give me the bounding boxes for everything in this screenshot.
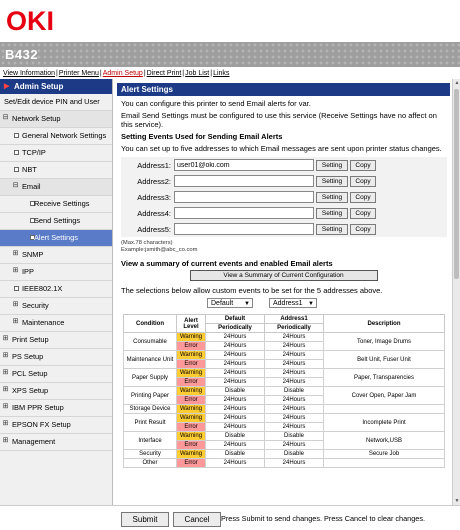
nav-separator: |	[56, 70, 58, 77]
address1-period-cell[interactable]: 24Hours	[265, 459, 324, 468]
scrollbar[interactable]	[452, 79, 460, 505]
default-period-cell: 24Hours	[206, 396, 265, 405]
top-navigation	[3, 70, 229, 77]
address1-period-cell[interactable]: 24Hours	[265, 342, 324, 351]
sidebar-item-ipp[interactable]	[0, 264, 112, 281]
address-3-copy-button[interactable]: Copy	[350, 192, 376, 203]
bullet-box-icon	[14, 150, 19, 155]
sidebar-item-label: Set/Edit device PIN and User	[4, 97, 100, 106]
default-period-cell: 24Hours	[206, 459, 265, 468]
address-2-setting-button[interactable]: Setting	[316, 176, 348, 187]
address1-period-cell[interactable]: Disable	[265, 432, 324, 441]
default-select[interactable]: Default ▼	[207, 298, 253, 308]
expand-icon[interactable]: ⊞	[12, 250, 19, 257]
sidebar-item-xps-setup[interactable]	[0, 383, 112, 400]
intro-note: Email Send Settings must be configured to use this service (Receive Settings have no affect on this service).	[121, 111, 437, 129]
alert-level-cell: Error	[177, 360, 206, 369]
selections-note: The selections below allow custom events to be set for the 5 addresses above.	[121, 286, 383, 295]
address1-period-cell[interactable]: 24Hours	[265, 333, 324, 342]
default-period-cell: 24Hours	[206, 423, 265, 432]
sidebar-item-alert-settings[interactable]	[0, 230, 112, 247]
sidebar-item-label: Management	[12, 437, 56, 446]
model-banner	[0, 42, 460, 67]
collapse-icon[interactable]: ⊟	[2, 114, 9, 121]
address-row	[121, 173, 447, 189]
expand-icon[interactable]: ⊞	[12, 318, 19, 325]
default-period-cell: 24Hours	[206, 360, 265, 369]
expand-icon[interactable]: ⊞	[2, 335, 9, 342]
table-row	[124, 459, 445, 468]
address-2-copy-button[interactable]: Copy	[350, 176, 376, 187]
scrollbar-thumb[interactable]	[454, 89, 459, 279]
events-description: You can set up to five addresses to which Email messages are sent upon printer status changes.	[121, 144, 442, 153]
sidebar-item-label: EPSON FX Setup	[12, 420, 71, 429]
bullet-box-icon	[14, 133, 19, 138]
address-1-setting-button[interactable]: Setting	[316, 160, 348, 171]
address-row	[121, 189, 447, 205]
address1-period-cell[interactable]: Disable	[265, 387, 324, 396]
main-content	[117, 83, 450, 503]
table-row	[124, 351, 445, 360]
sidebar-item-label: XPS Setup	[12, 386, 49, 395]
nav-separator: |	[99, 70, 102, 77]
address-5-setting-button[interactable]: Setting	[316, 224, 348, 235]
default-period-cell: Disable	[206, 450, 265, 459]
nav-link-job-list[interactable]: Job List	[185, 70, 210, 77]
address-label: Address5:	[137, 224, 171, 234]
condition-cell: Other	[124, 459, 177, 468]
sidebar-item-label: Maintenance	[22, 318, 65, 327]
sidebar-item-tcp-ip[interactable]	[0, 145, 112, 162]
table-row	[124, 333, 445, 342]
sidebar-item-ieee802-1x[interactable]	[0, 281, 112, 298]
description-cell	[324, 405, 445, 414]
sidebar-item-label: Network Setup	[12, 114, 61, 123]
example-note: Example:jsmith@abc_co.com	[121, 247, 198, 253]
sidebar-item-maintenance[interactable]	[0, 315, 112, 332]
address1-period-cell[interactable]: 24Hours	[265, 414, 324, 423]
printer-model: B432	[5, 47, 39, 62]
alert-level-cell: Error	[177, 396, 206, 405]
view-summary-button[interactable]: View a Summary of Current Configuration	[190, 270, 378, 281]
sidebar-item-nbt[interactable]	[0, 162, 112, 179]
alert-level-cell: Warning	[177, 414, 206, 423]
nav-link-printer-menu[interactable]: Printer Menu	[58, 70, 99, 77]
alert-level-cell: Error	[177, 342, 206, 351]
description-header: Description	[324, 315, 445, 333]
expand-icon[interactable]: ⊞	[2, 403, 9, 410]
condition-cell: Print Result	[124, 414, 177, 432]
svg-text:OKI: OKI	[6, 6, 55, 34]
expand-icon[interactable]: ⊞	[2, 369, 9, 376]
address-2-input[interactable]	[174, 175, 314, 187]
table-row	[124, 369, 445, 378]
default-periodically-header: Periodically	[206, 324, 265, 333]
address-4-copy-button[interactable]: Copy	[350, 208, 376, 219]
address-row	[121, 205, 447, 221]
address1-period-cell[interactable]: 24Hours	[265, 351, 324, 360]
alert-level-cell: Warning	[177, 369, 206, 378]
submit-button[interactable]: Submit	[121, 512, 169, 527]
scroll-down-icon[interactable]: ▼	[454, 498, 460, 504]
sidebar-item-epson-fx-setup[interactable]	[0, 417, 112, 434]
sidebar-item-set-edit-device-pin-and-user[interactable]	[0, 94, 112, 111]
alert-level-header: Alert Level	[177, 315, 206, 333]
address-label: Address1:	[137, 160, 171, 170]
sidebar-item-general-network-settings[interactable]	[0, 128, 112, 145]
expand-icon[interactable]: ⊞	[2, 420, 9, 427]
expand-icon[interactable]: ⊞	[12, 301, 19, 308]
description-cell: Network,USB	[324, 432, 445, 450]
description-cell: Paper, Transparencies	[324, 369, 445, 387]
sidebar-items	[0, 94, 112, 451]
sidebar-item-label: Print Setup	[12, 335, 49, 344]
nav-separator: |	[182, 70, 185, 77]
default-period-cell: Disable	[206, 432, 265, 441]
cancel-button[interactable]: Cancel	[173, 512, 221, 527]
condition-header: Condition	[124, 315, 177, 333]
alert-level-cell: Warning	[177, 432, 206, 441]
sidebar-header: ▶ Admin Setup	[0, 79, 112, 94]
description-cell	[324, 459, 445, 468]
sidebar-item-label: IBM PPR Setup	[12, 403, 64, 412]
description-cell: Secure Job	[324, 450, 445, 459]
address-label: Address4:	[137, 208, 171, 218]
sidebar-item-email[interactable]	[0, 179, 112, 196]
description-cell: Belt Unit, Fuser Unit	[324, 351, 445, 369]
default-period-cell: 24Hours	[206, 369, 265, 378]
address1-period-cell[interactable]: 24Hours	[265, 378, 324, 387]
address-row	[121, 157, 447, 173]
expand-icon[interactable]: ⊞	[2, 352, 9, 359]
sidebar-item-ps-setup[interactable]	[0, 349, 112, 366]
intro-text: You can configure this printer to send Email alerts for var.	[121, 99, 311, 108]
sidebar-item-label: PCL Setup	[12, 369, 48, 378]
address1-period-cell[interactable]: Disable	[265, 450, 324, 459]
sidebar-item-send-settings[interactable]	[0, 213, 112, 230]
default-period-cell: 24Hours	[206, 342, 265, 351]
alert-level-cell: Error	[177, 378, 206, 387]
default-header: Default	[206, 315, 265, 324]
sidebar-item-receive-settings[interactable]	[0, 196, 112, 213]
condition-cell: Consumable	[124, 333, 177, 351]
default-period-cell: 24Hours	[206, 405, 265, 414]
condition-cell: Maintenance Unit	[124, 351, 177, 369]
condition-cell: Interface	[124, 432, 177, 450]
footer-message: Press Submit to send changes. Press Cancel to clear changes.	[221, 514, 426, 523]
alert-level-cell: Warning	[177, 333, 206, 342]
condition-cell: Security	[124, 450, 177, 459]
address1-period-cell[interactable]: 24Hours	[265, 423, 324, 432]
nav-link-direct-print[interactable]: Direct Print	[146, 70, 182, 77]
sidebar-item-label: General Network Settings	[22, 131, 107, 140]
address-3-setting-button[interactable]: Setting	[316, 192, 348, 203]
chevron-down-icon: ▼	[308, 301, 314, 307]
address-row	[121, 221, 447, 237]
nav-separator: |	[143, 70, 146, 77]
alert-level-cell: Error	[177, 459, 206, 468]
description-cell: Incomplete Print	[324, 414, 445, 432]
chevron-down-icon: ▼	[244, 301, 250, 307]
alert-level-cell: Warning	[177, 450, 206, 459]
address-3-input[interactable]	[174, 191, 314, 203]
column-selectors	[117, 298, 450, 312]
section-title: Alert Settings	[117, 83, 450, 96]
sidebar-item-label: Send Settings	[34, 216, 81, 225]
events-heading: Setting Events Used for Sending Email Alerts	[121, 132, 283, 141]
address-label: Address3:	[137, 192, 171, 202]
address1-period-cell[interactable]: 24Hours	[265, 441, 324, 450]
sidebar-item-label: PS Setup	[12, 352, 44, 361]
events-table	[123, 314, 445, 468]
scroll-up-icon[interactable]: ▲	[454, 80, 460, 86]
sidebar-item-label: IPP	[22, 267, 34, 276]
description-cell: Cover Open, Paper Jam	[324, 387, 445, 405]
sidebar-item-snmp[interactable]	[0, 247, 112, 264]
alert-level-cell: Warning	[177, 351, 206, 360]
default-period-cell: 24Hours	[206, 351, 265, 360]
address-table	[121, 157, 447, 237]
sidebar-item-label: IEEE802.1X	[22, 284, 63, 293]
oki-logo	[6, 6, 64, 34]
table-row	[124, 405, 445, 414]
nav-link-view-information[interactable]: View Information	[3, 70, 56, 77]
address-1-copy-button[interactable]: Copy	[350, 160, 376, 171]
table-row	[124, 432, 445, 441]
sidebar-item-label: TCP/IP	[22, 148, 46, 157]
address-4-input[interactable]	[174, 207, 314, 219]
sidebar-item-label: Receive Settings	[34, 199, 90, 208]
address-5-input[interactable]	[174, 223, 314, 235]
expand-icon[interactable]: ⊞	[12, 267, 19, 274]
arrow-right-icon: ▶	[4, 83, 10, 90]
alert-level-cell: Error	[177, 423, 206, 432]
address-select[interactable]: Address1 ▼	[269, 298, 317, 308]
page-header	[0, 0, 460, 70]
alert-level-cell: Warning	[177, 405, 206, 414]
sidebar-item-label: Security	[22, 301, 49, 310]
address1-period-cell[interactable]: 24Hours	[265, 369, 324, 378]
table-row	[124, 450, 445, 459]
max-characters-note: (Max.78 characters)	[121, 240, 173, 246]
default-period-cell: 24Hours	[206, 414, 265, 423]
sidebar-item-network-setup[interactable]	[0, 111, 112, 128]
footer-bar	[0, 505, 460, 530]
default-period-cell: 24Hours	[206, 378, 265, 387]
nav-link-admin-setup[interactable]: Admin Setup	[102, 70, 143, 77]
sidebar-item-ibm-ppr-setup[interactable]	[0, 400, 112, 417]
summary-heading: View a summary of current events and enabled Email alerts	[121, 259, 333, 268]
address1-period-cell[interactable]: 24Hours	[265, 360, 324, 369]
address1-header: Address1	[265, 315, 324, 324]
address-1-input[interactable]	[174, 159, 314, 171]
collapse-icon[interactable]: ⊟	[12, 182, 19, 189]
expand-icon[interactable]: ⊞	[2, 437, 9, 444]
default-period-cell: Disable	[206, 387, 265, 396]
sidebar-item-label: NBT	[22, 165, 37, 174]
table-row	[124, 387, 445, 396]
nav-link-links[interactable]: Links	[213, 70, 230, 77]
default-period-cell: 24Hours	[206, 441, 265, 450]
alert-level-cell: Warning	[177, 387, 206, 396]
table-row	[124, 414, 445, 423]
condition-cell: Storage Device	[124, 405, 177, 414]
bullet-box-icon	[14, 167, 19, 172]
sidebar-item-security[interactable]	[0, 298, 112, 315]
default-period-cell: 24Hours	[206, 333, 265, 342]
address-4-setting-button[interactable]: Setting	[316, 208, 348, 219]
nav-separator: |	[210, 70, 213, 77]
sidebar-item-label: Email	[22, 182, 41, 191]
condition-cell: Printing Paper	[124, 387, 177, 405]
address-label: Address2:	[137, 176, 171, 186]
sidebar-item-print-setup[interactable]	[0, 332, 112, 349]
condition-cell: Paper Supply	[124, 369, 177, 387]
alert-level-cell: Error	[177, 441, 206, 450]
address1-periodically-header: Periodically	[265, 324, 324, 333]
address-5-copy-button[interactable]: Copy	[350, 224, 376, 235]
sidebar-item-label: Alert Settings	[34, 233, 78, 242]
address1-period-cell[interactable]: 24Hours	[265, 405, 324, 414]
sidebar	[0, 79, 113, 505]
sidebar-item-management[interactable]	[0, 434, 112, 451]
sidebar-item-pcl-setup[interactable]	[0, 366, 112, 383]
address1-period-cell[interactable]: 24Hours	[265, 396, 324, 405]
description-cell: Toner, Image Drums	[324, 333, 445, 351]
bullet-box-icon	[14, 286, 19, 291]
expand-icon[interactable]: ⊞	[2, 386, 9, 393]
sidebar-item-label: SNMP	[22, 250, 44, 259]
